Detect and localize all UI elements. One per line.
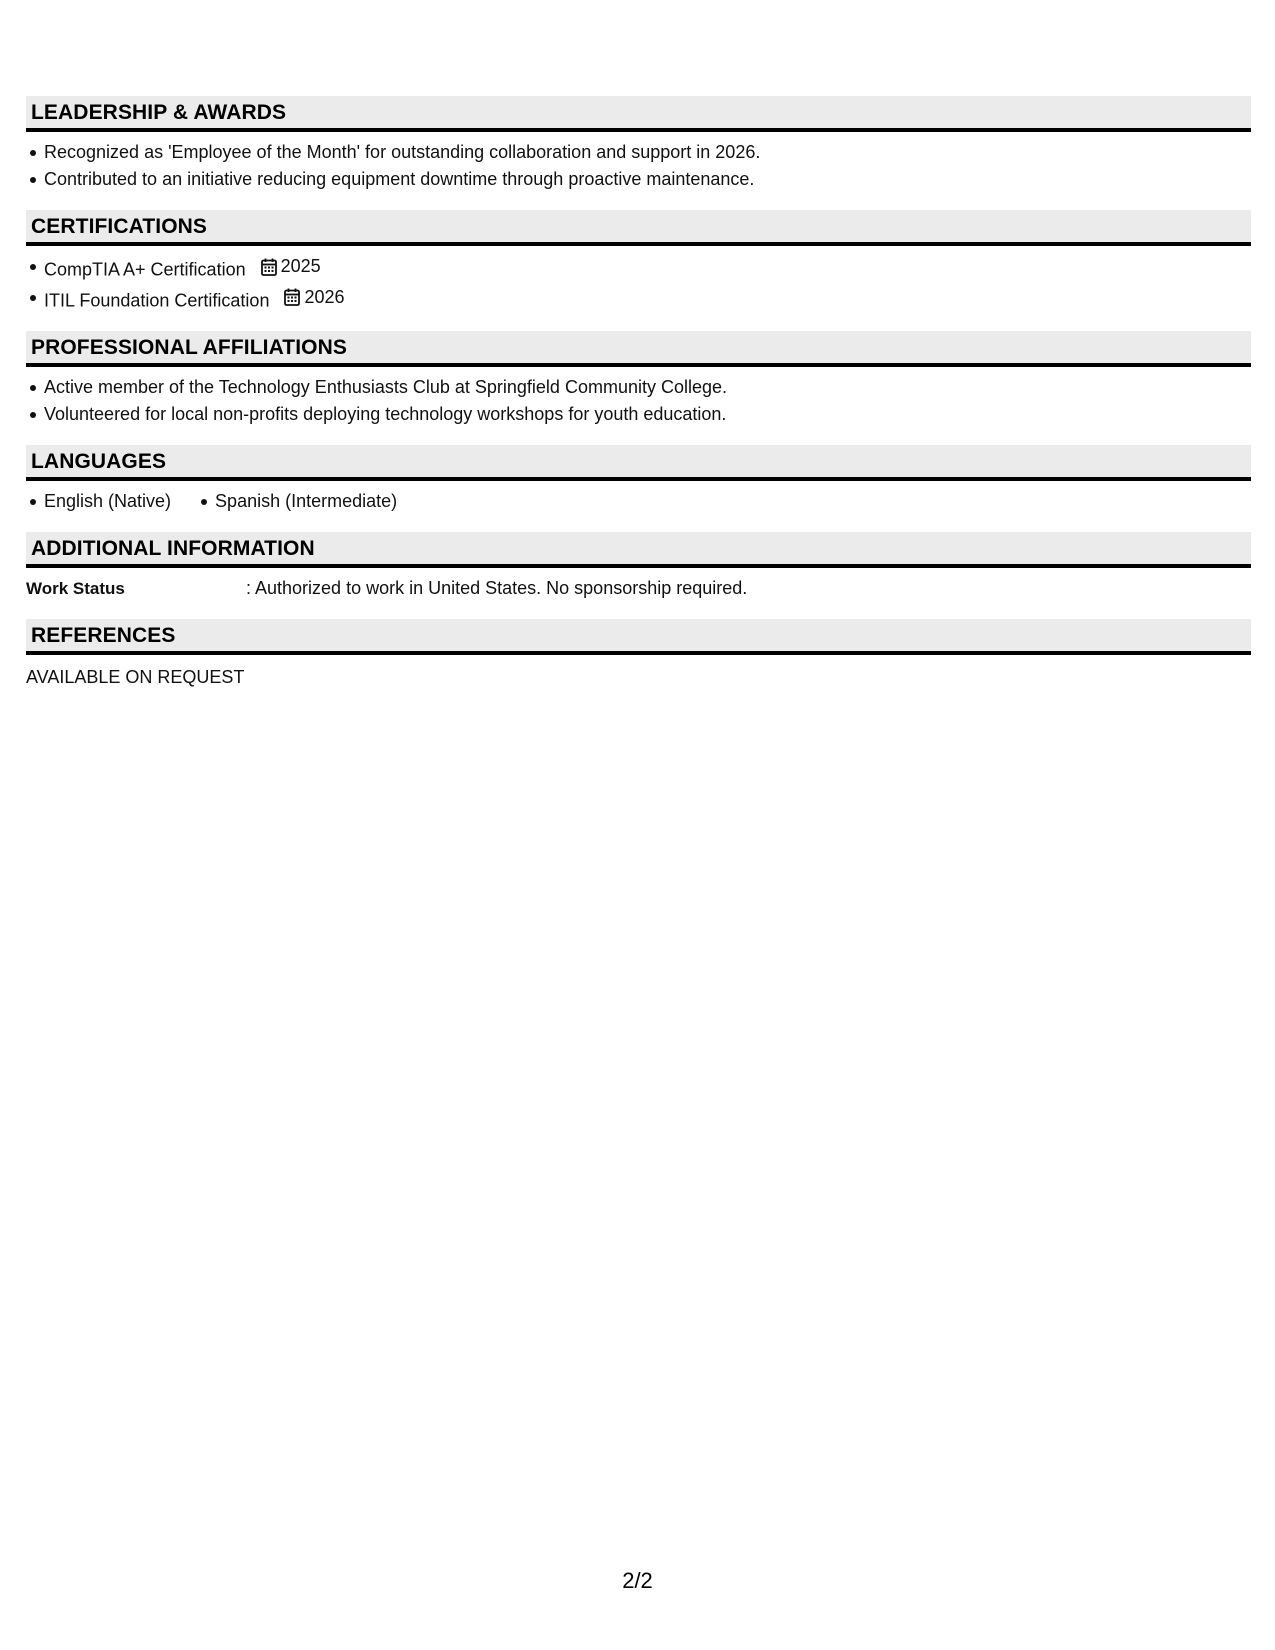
certification-date [284, 284, 344, 311]
list-item: Volunteered for local non-profits deploying technology workshops for youth education. [44, 401, 1251, 428]
list-item [44, 253, 1251, 284]
certification-name: ITIL Foundation Certification [44, 290, 270, 310]
section-leadership-awards [26, 96, 1251, 193]
leadership-list [26, 139, 1251, 193]
calendar-icon [261, 258, 277, 276]
section-additional-information [26, 532, 1251, 602]
work-status-row [26, 575, 1251, 602]
section-header [26, 532, 1251, 568]
work-status-value: : Authorized to work in United States. No sponsorship required. [246, 578, 748, 598]
list-item: Recognized as 'Employee of the Month' for outstanding collaboration and support in 2026. [44, 139, 1251, 166]
languages-list [26, 488, 1251, 515]
section-title: LEADERSHIP & AWARDS [31, 101, 287, 124]
resume-page [26, 96, 1251, 708]
section-title: CERTIFICATIONS [31, 215, 208, 238]
certification-date [261, 253, 321, 280]
section-title: LANGUAGES [31, 450, 167, 473]
section-header [26, 619, 1251, 655]
certifications-list [26, 253, 1251, 314]
section-header [26, 331, 1251, 367]
calendar-icon [284, 288, 300, 306]
section-header [26, 445, 1251, 481]
references-text: AVAILABLE ON REQUEST [26, 667, 245, 687]
section-title: PROFESSIONAL AFFILIATIONS [31, 336, 347, 359]
section-languages [26, 445, 1251, 515]
list-item [44, 284, 1251, 315]
section-header [26, 96, 1251, 132]
list-item: Contributed to an initiative reducing equipment downtime through proactive maintenance. [44, 166, 1251, 193]
work-status-label: Work Status [26, 579, 125, 598]
certification-year: 2026 [304, 286, 345, 307]
section-header [26, 210, 1251, 246]
page-number: 2/2 [622, 1568, 653, 1593]
section-title: REFERENCES [31, 624, 176, 647]
section-certifications [26, 210, 1251, 314]
section-references [26, 619, 1251, 691]
language-item: Spanish (Intermediate) [215, 488, 397, 515]
list-item: Active member of the Technology Enthusiasts Club at Springfield Community College. [44, 374, 1251, 401]
certification-name: CompTIA A+ Certification [44, 259, 246, 280]
language-item: English (Native) [44, 488, 171, 515]
section-professional-affiliations [26, 331, 1251, 428]
section-title: ADDITIONAL INFORMATION [31, 537, 315, 560]
affiliations-list [26, 374, 1251, 428]
certification-year: 2025 [280, 256, 321, 276]
